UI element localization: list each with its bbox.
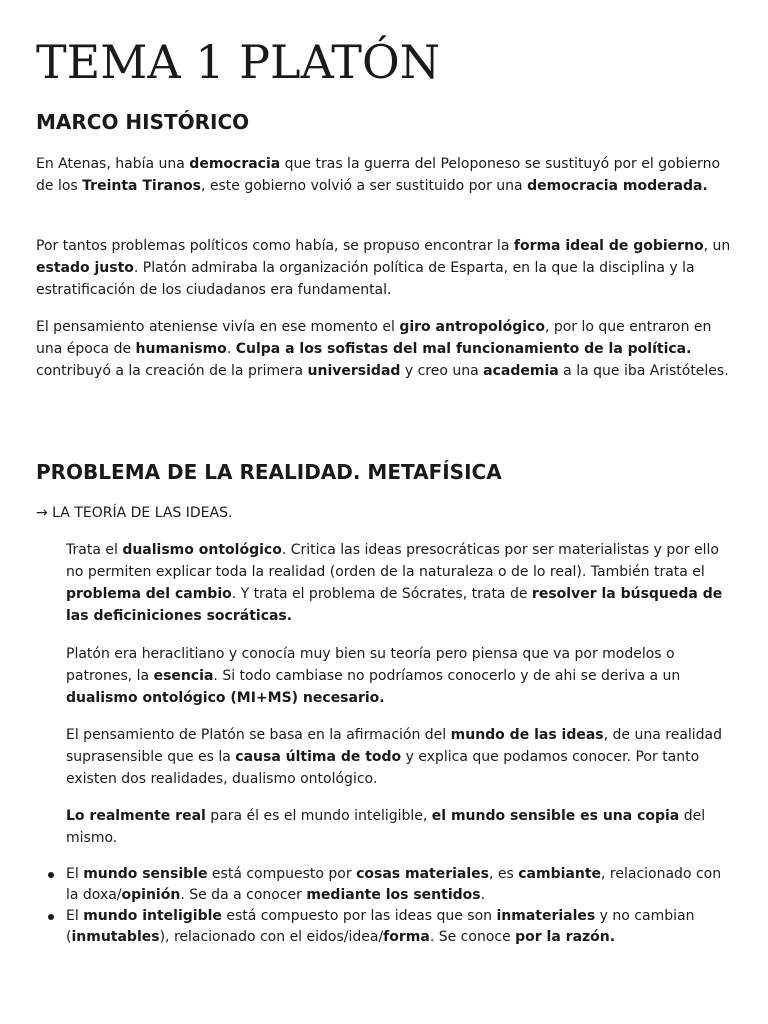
- section-subtitle: → LA TEORÍA DE LAS IDEAS.: [36, 505, 233, 521]
- bold-text: por la razón.: [515, 929, 616, 945]
- text: .: [480, 887, 486, 903]
- text: Trata el: [66, 542, 123, 558]
- text: está compuesto por las ideas que son: [221, 908, 497, 924]
- bullet-dot-icon: [48, 914, 54, 920]
- text: , relacionado con la doxa/: [66, 866, 722, 903]
- bold-text: forma ideal de gobierno: [513, 238, 704, 254]
- bold-text: problema del cambio: [66, 586, 232, 602]
- bold-text: democracia: [189, 156, 281, 172]
- paragraph: [66, 643, 736, 709]
- text: . Si todo cambiase no podríamos conocerlo y de ahi se deriva a un: [213, 668, 681, 684]
- bold-text: mediante los sentidos: [306, 887, 481, 903]
- text: . Y trata el problema de Sócrates, trata de: [231, 586, 532, 602]
- paragraph: [36, 153, 736, 197]
- bold-text: forma: [383, 929, 430, 945]
- text: En Atenas, había una: [36, 156, 190, 172]
- text: , un: [703, 238, 731, 254]
- bold-text: estado justo: [36, 260, 134, 276]
- bold-text: cosas materiales: [356, 866, 489, 882]
- text: , de una realidad suprasensible que es la: [66, 727, 723, 765]
- text: El: [66, 866, 84, 882]
- paragraph: [36, 316, 736, 382]
- bold-text: Culpa a los sofistas del mal funcionamiento de la política.: [235, 341, 692, 357]
- page-title: TEMA 1 PLATÓN: [36, 35, 440, 89]
- bold-text: esencia: [153, 668, 214, 684]
- text: , es: [488, 866, 519, 882]
- text: ), relacionado con el eidos/idea/: [159, 929, 384, 945]
- text: y creo una: [400, 363, 484, 379]
- section-heading-problema-realidad: PROBLEMA DE LA REALIDAD. METAFÍSICA: [36, 460, 502, 484]
- bold-text: academia: [483, 363, 559, 379]
- bold-text: inmateriales: [496, 908, 596, 924]
- list-item: [66, 906, 736, 948]
- text: Platón era heraclitiano y conocía muy bien su teoría pero piensa que va por modelos o patrones, la: [66, 646, 675, 684]
- text: . Platón admiraba la organización política de Esparta, en la que la disciplina y la estratificación de los ciudadanos era fundamental.: [36, 260, 695, 298]
- text: a la que iba Aristóteles.: [558, 363, 729, 379]
- bold-text: mundo sensible: [83, 866, 208, 882]
- text: El pensamiento de Platón se basa en la afirmación del: [66, 727, 451, 743]
- bold-text: Treinta Tiranos: [82, 178, 201, 194]
- list-item: [66, 864, 736, 906]
- bold-text: dualismo ontológico (MI+MS) necesario.: [66, 690, 385, 706]
- bold-text: inmutables: [71, 929, 160, 945]
- section-heading-marco-historico: MARCO HISTÓRICO: [36, 110, 250, 134]
- text: , este gobierno volvió a ser sustituido por una: [200, 178, 528, 194]
- text: El pensamiento ateniense vivía en ese momento el: [36, 319, 400, 335]
- bold-text: cambiante: [518, 866, 602, 882]
- paragraph: [66, 539, 736, 627]
- text: El: [66, 908, 84, 924]
- text: . Critica las ideas presocráticas por ser materialistas y por ello no permiten explicar toda la realidad (orden de la naturaleza o de lo real). También trata el: [66, 542, 719, 580]
- bold-text: democracia moderada.: [527, 178, 708, 194]
- bold-text: mundo de las ideas: [450, 727, 604, 743]
- text: está compuesto por: [207, 866, 357, 882]
- bold-text: dualismo ontológico: [122, 542, 282, 558]
- text: y no cambian (: [66, 908, 695, 945]
- bold-text: mundo inteligible: [83, 908, 222, 924]
- bullet-dot-icon: [48, 872, 54, 878]
- text: , por lo que entraron en una época de: [36, 319, 712, 357]
- bold-text: universidad: [307, 363, 401, 379]
- bold-text: causa última de todo: [235, 749, 402, 765]
- bold-text: giro antropológico: [399, 319, 545, 335]
- text: del mismo.: [66, 808, 706, 846]
- text: para él es el mundo inteligible,: [205, 808, 432, 824]
- paragraph: [66, 724, 736, 790]
- bold-text: el mundo sensible es una copia: [431, 808, 680, 824]
- bold-text: opinión: [121, 887, 181, 903]
- text: que tras la guerra del Peloponeso se sustituyó por el gobierno de los: [36, 156, 721, 194]
- paragraph: [36, 235, 736, 301]
- paragraph: [66, 805, 736, 849]
- bold-text: humanismo: [135, 341, 227, 357]
- text: contribuyó a la creación de la primera: [36, 363, 308, 379]
- bullet-list: [66, 864, 736, 948]
- text: y explica que podamos conocer. Por tanto existen dos realidades, dualismo ontológico.: [66, 749, 700, 787]
- text: Por tantos problemas políticos como había, se propuso encontrar la: [36, 238, 514, 254]
- bold-text: Lo realmente real: [66, 808, 206, 824]
- text: . Se da a conocer: [180, 887, 307, 903]
- text: .: [226, 341, 236, 357]
- bold-text: resolver la búsqueda de las deficiniciones socráticas.: [66, 586, 723, 624]
- text: . Se conoce: [429, 929, 516, 945]
